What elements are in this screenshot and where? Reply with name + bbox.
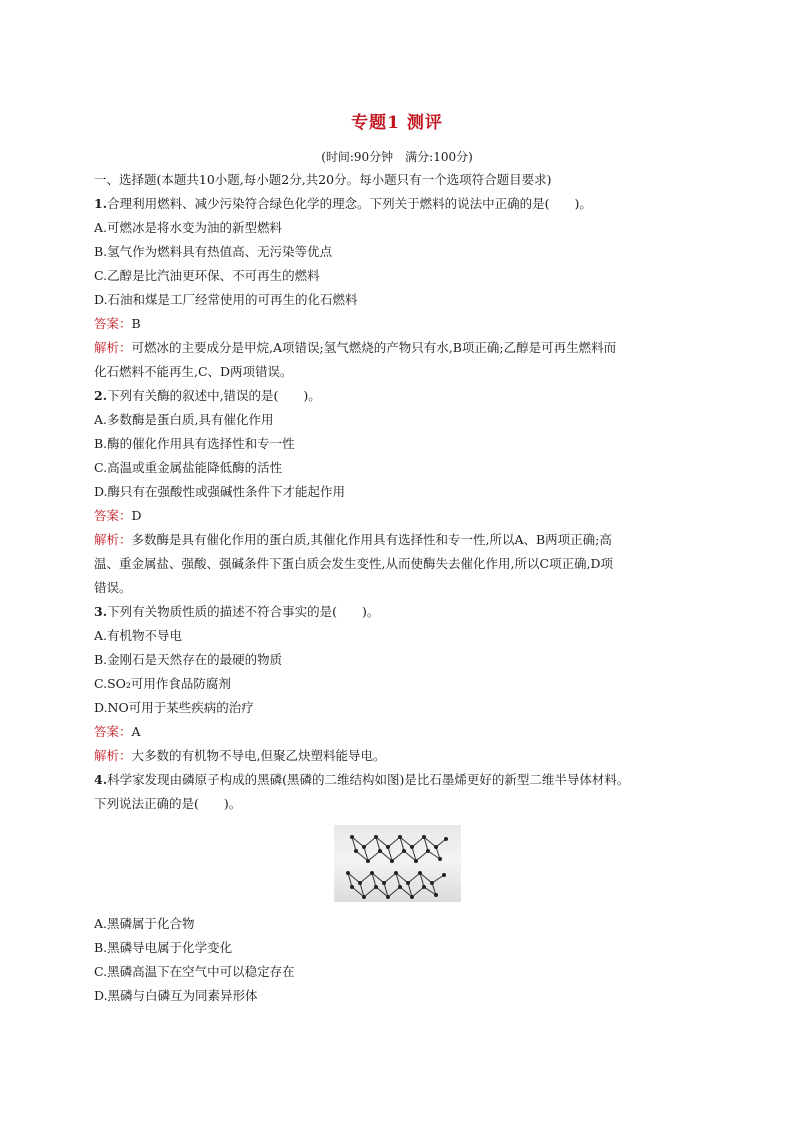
question-3-option-a: A.有机物不导电 <box>94 628 183 643</box>
question-1-stem: 1.合理利用燃料、减少污染符合绿色化学的理念。下列关于燃料的说法中正确的是( )。 <box>94 196 592 211</box>
exam-meta: (时间:90分钟 满分:100分) <box>321 150 473 164</box>
question-1-option-a: A.可燃冰是将水变为油的新型燃料 <box>94 220 283 235</box>
question-4-stem: 4.科学家发现由磷原子构成的黑磷(黑磷的二维结构如图)是比石墨烯更好的新型二维半导体材料。 <box>94 772 630 787</box>
question-4-stem-cont: 下列说法正确的是( )。 <box>94 796 242 811</box>
question-3-option-b: B.金刚石是天然存在的最硬的物质 <box>94 652 283 667</box>
question-3-answer: 答案：A <box>94 724 141 739</box>
question-2-explanation-end: 错误。 <box>94 580 132 595</box>
page-title: 专题1 测评 <box>351 113 443 133</box>
question-3-stem: 3.下列有关物质性质的描述不符合事实的是( )。 <box>94 604 380 619</box>
question-3-explanation: 解析：大多数的有机物不导电,但聚乙炔塑料能导电。 <box>94 748 386 763</box>
question-2-explanation: 解析：多数酶是具有催化作用的蛋白质,其催化作用具有选择性和专一性,所以A、B两项正确;高 <box>94 532 612 547</box>
question-4-option-c: C.黑磷高温下在空气中可以稳定存在 <box>94 964 295 979</box>
section-heading: 一、选择题(本题共10小题,每小题2分,共20分。每小题只有一个选项符合题目要求) <box>94 172 552 187</box>
question-1-answer: 答案：B <box>94 316 141 331</box>
question-2-explanation-cont: 温、重金属盐、强酸、强碱条件下蛋白质会发生变性,从而使酶失去催化作用,所以C项正确,D项 <box>94 556 614 571</box>
question-4-option-d: D.黑磷与白磷互为同素异形体 <box>94 988 258 1003</box>
question-1-option-c: C.乙醇是比汽油更环保、不可再生的燃料 <box>94 268 320 283</box>
question-2-answer: 答案：D <box>94 508 142 523</box>
question-2-stem: 2.下列有关酶的叙述中,错误的是( )。 <box>94 388 321 403</box>
question-3-option-d: D.NO可用于某些疾病的治疗 <box>94 700 254 715</box>
question-1-explanation: 解析：可燃冰的主要成分是甲烷,A项错误;氢气燃烧的产物只有水,B项正确;乙醇是可再生燃料而 <box>94 340 617 355</box>
question-1-option-b: B.氢气作为燃料具有热值高、无污染等优点 <box>94 244 333 259</box>
question-2-option-c: C.高温或重金属盐能降低酶的活性 <box>94 460 283 475</box>
question-1-explanation-cont: 化石燃料不能再生,C、D两项错误。 <box>94 364 293 379</box>
question-4-option-b: B.黑磷导电属于化学变化 <box>94 940 233 955</box>
question-2-option-b: B.酶的催化作用具有选择性和专一性 <box>94 436 295 451</box>
question-2-option-d: D.酶只有在强酸性或强碱性条件下才能起作用 <box>94 484 346 499</box>
question-3-option-c: C.SO₂可用作食品防腐剂 <box>94 676 231 691</box>
black-phosphorus-lattice-icon <box>334 825 461 902</box>
black-phosphorus-structure-image <box>334 825 461 902</box>
question-4-option-a: A.黑磷属于化合物 <box>94 916 195 931</box>
question-1-option-d: D.石油和煤是工厂经常使用的可再生的化石燃料 <box>94 292 358 307</box>
question-2-option-a: A.多数酶是蛋白质,具有催化作用 <box>94 412 274 427</box>
